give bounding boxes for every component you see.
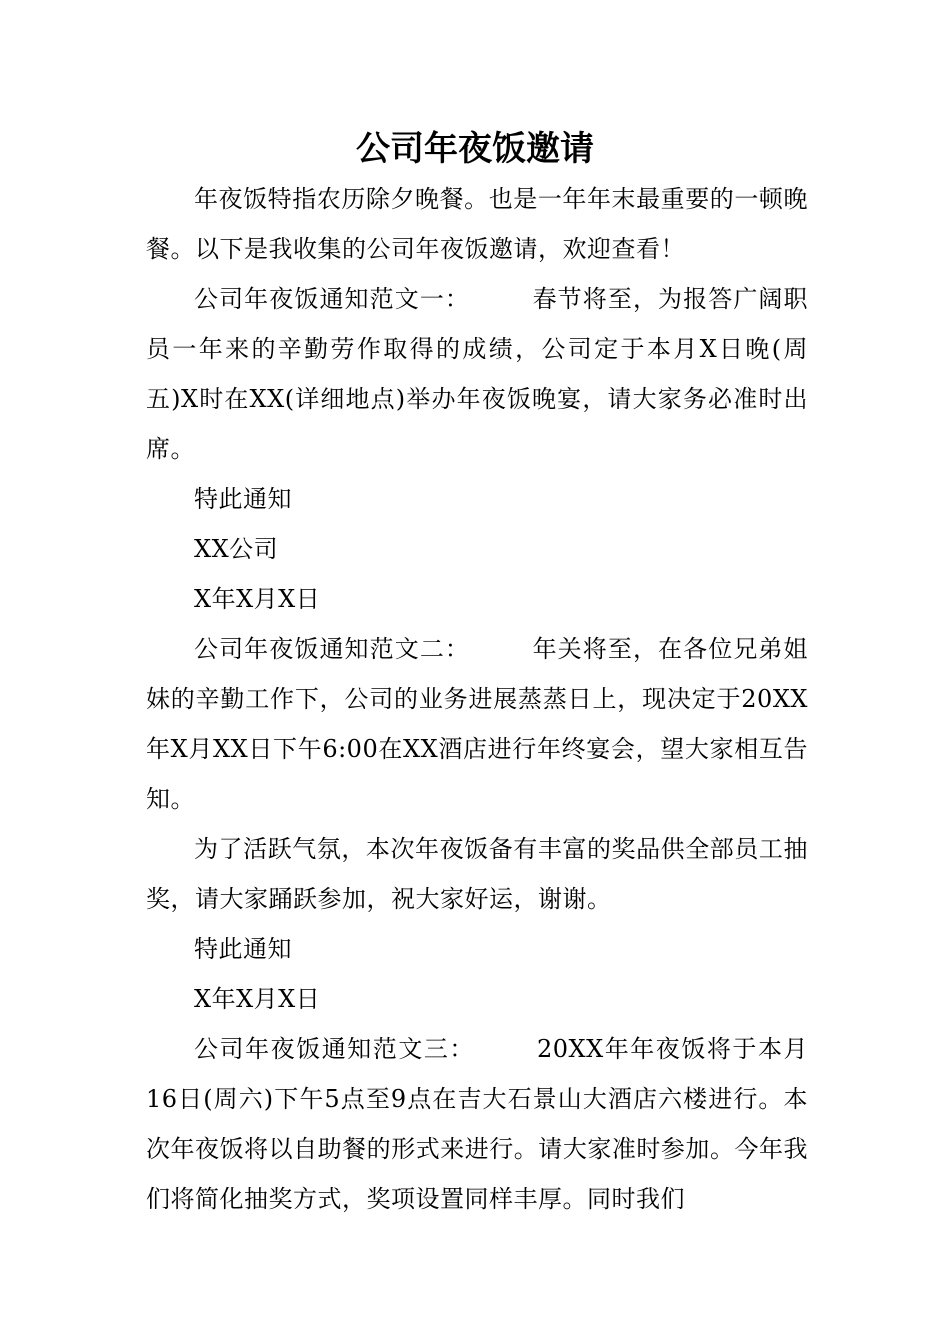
sample1-heading: 公司年夜饭通知范文一： [194,285,470,313]
document-title: 公司年夜饭邀请 [356,129,594,169]
sample1-text: 春节将至，为报答广阔职员一年来的辛勤劳作取得的成绩，公司定于本月X日晚(周五)X时在XX(详细地点)举办年夜饭晚宴，请大家务必准时出席。 [146,285,808,463]
intro-paragraph: 年夜饭特指农历除夕晚餐。也是一年年末最重要的一顿晚餐。以下是我收集的公司年夜饭邀请，欢迎查看！ [146,185,808,263]
sample2-date: X年X月X日 [194,985,321,1013]
sample2-closing: 特此通知 [194,935,292,963]
sample3-paragraph [146,1024,808,1224]
sample3-heading: 公司年夜饭通知范文三： [194,1035,475,1063]
sample2-heading: 公司年夜饭通知范文二： [194,635,470,663]
sample1-paragraph [146,274,808,474]
sample3-text: 20XX年年夜饭将于本月16日(周六)下午5点至9点在吉大石景山大酒店六楼进行。本次年夜饭将以自助餐的形式来进行。请大家准时参加。今年我们将简化抽奖方式，奖项设置同样丰厚。同时我们 [146,1035,808,1213]
document-body [146,174,808,1224]
sample2-text: 年关将至，在各位兄弟姐妹的辛勤工作下，公司的业务进展蒸蒸日上，现决定于20XX年X月XX日下午6:00在XX酒店进行年终宴会，望大家相互告知。 [146,635,808,813]
sample1-closing: 特此通知 [194,485,292,513]
sample2-paragraph [146,624,808,824]
sample2-paragraph-2: 为了活跃气氛，本次年夜饭备有丰富的奖品供全部员工抽奖，请大家踊跃参加，祝大家好运，谢谢。 [146,835,808,913]
sample1-date: X年X月X日 [194,585,321,613]
sample1-company: XX公司 [194,535,279,563]
